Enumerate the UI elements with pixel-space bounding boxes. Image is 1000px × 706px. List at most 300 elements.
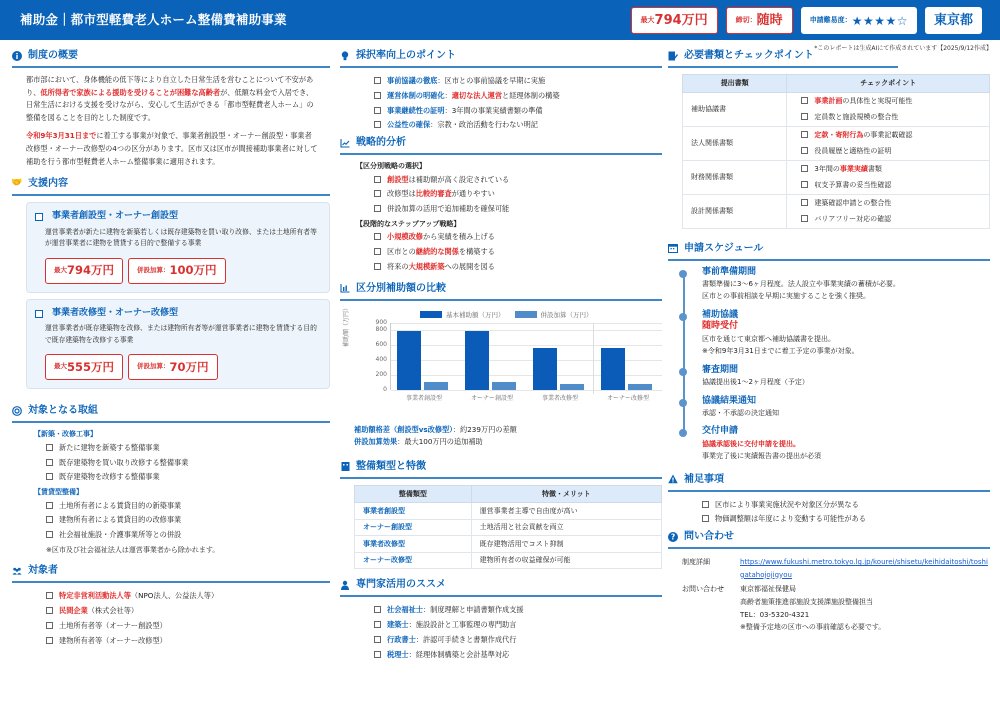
checkbox-icon xyxy=(702,515,709,522)
step-highlight: 随時受付 xyxy=(702,321,739,332)
list-item xyxy=(46,634,330,649)
merit-cell: 運営事業者主導で自由度が高い xyxy=(471,503,661,520)
checkbox-icon xyxy=(46,459,53,466)
y-tick-label: 800 xyxy=(375,326,387,334)
step-title: 協議結果通知 xyxy=(702,395,757,406)
item-text: 区市との xyxy=(387,247,416,257)
target-icon xyxy=(12,406,22,416)
bar-chart-icon xyxy=(340,283,350,293)
checkpoint-cell xyxy=(787,211,990,228)
item-text: は補助額が高く設定されている xyxy=(408,174,510,184)
comparison-bar-chart xyxy=(340,304,662,422)
step-title: 審査期間 xyxy=(702,364,739,375)
highlight-text: 特定非営利活動法人等 xyxy=(59,591,131,601)
document-cell: 設計関係書類 xyxy=(683,194,787,228)
step-text: 事業完了後に実績報告書の提出が必須 xyxy=(702,452,821,461)
item-text: 建築確認申請との整合性 xyxy=(814,198,892,207)
highlight-text: 小規模改修 xyxy=(387,232,423,242)
gridline xyxy=(391,390,662,391)
timeline-step xyxy=(702,426,990,462)
value: 555万円 xyxy=(67,359,115,374)
checkbox-icon xyxy=(374,107,381,114)
overview-paragraph-1 xyxy=(12,74,330,124)
item-text: 収支予算書の妥当性確認 xyxy=(814,181,892,189)
step-text: 区市との事前相談を早期に実施することを強く推奨。 xyxy=(702,292,870,301)
list-item xyxy=(374,118,662,133)
list-item xyxy=(374,633,662,648)
inquiry-line: 東京都福祉保健局 xyxy=(740,585,796,594)
checkbox-icon xyxy=(374,248,381,255)
label: 最大 xyxy=(54,362,67,371)
item-text: の具体性と実現可能性 xyxy=(842,96,913,105)
section-title-text: 整備類型と特徴 xyxy=(356,460,426,472)
step-highlight: 協議承認後に交付申請を提出。 xyxy=(702,440,800,449)
list-item xyxy=(374,618,662,633)
item-text: ： xyxy=(444,90,452,100)
timeline-step xyxy=(702,267,990,303)
item-text: （NPO法人、公益法人等） xyxy=(130,591,219,601)
section-title-text: 支援内容 xyxy=(28,178,68,190)
list-item xyxy=(374,230,662,245)
list-item xyxy=(46,441,330,456)
timeline-line xyxy=(683,275,685,435)
checkbox-icon xyxy=(801,215,808,222)
section-supplement-title xyxy=(668,470,990,492)
column-header: 特徴・メリット xyxy=(471,485,661,503)
highlight-text: 適切な法人運営 xyxy=(451,90,503,100)
users-icon xyxy=(12,566,22,576)
subheading: 【段階的なステップアップ戦略】 xyxy=(356,219,461,228)
column-middle xyxy=(340,40,662,662)
chart-bar xyxy=(628,384,652,389)
difficulty-stars: ★★★★☆ xyxy=(851,13,908,28)
item-text: 既存建築物を改修する整備事業 xyxy=(59,472,160,482)
checkbox-icon xyxy=(374,190,381,197)
inquiry-phone: TEL：03-5320-4321 xyxy=(740,610,810,619)
chart-bar xyxy=(601,348,625,389)
stat-value: ：約239万円の差額 xyxy=(452,424,517,434)
checkbox-icon xyxy=(374,636,381,643)
checkbox-icon xyxy=(374,92,381,99)
chart-bar xyxy=(465,331,489,390)
file-edit-icon xyxy=(668,51,678,61)
checkpoint-cell xyxy=(787,177,990,194)
legend-swatch xyxy=(420,311,442,318)
section-support-title xyxy=(12,174,330,196)
stat-addon xyxy=(340,436,662,449)
strategy-list-1 xyxy=(340,173,662,217)
checkbox-icon xyxy=(46,622,53,629)
item-text: が通りやすい xyxy=(451,189,495,199)
column-header: 整備類型 xyxy=(355,485,472,503)
item-text: の事業記載確認 xyxy=(863,130,913,139)
legend-swatch xyxy=(515,311,537,318)
stat-key: 補助額格差（創設型vs改修型） xyxy=(354,424,453,434)
gridline xyxy=(391,330,662,331)
item-text: 既存建築物を買い取り改修する整備事業 xyxy=(59,457,189,467)
max-amount-badge xyxy=(631,7,718,34)
header-bar xyxy=(0,0,1000,40)
timeline-dot xyxy=(679,368,687,376)
value: 70万円 xyxy=(169,359,209,374)
item-text: 定員数と施設規模の整合性 xyxy=(814,113,899,121)
checkbox-icon xyxy=(46,637,53,644)
points-list xyxy=(340,74,662,133)
handshake-icon: 🤝 xyxy=(11,177,23,188)
document-cell: 補助協議書 xyxy=(683,92,787,126)
text: 都市部において、身体機能の低下等により自立した日常生活を営むことについて不安があり、 xyxy=(26,75,314,97)
item-text: （株式会社等） xyxy=(87,606,139,616)
section-title-text: 対象となる取組 xyxy=(28,405,98,417)
item-text: ：許認可手続きと書類作成代行 xyxy=(415,634,517,644)
column-header: チェックポイント xyxy=(787,75,990,93)
legend-item xyxy=(515,311,593,321)
legend-label: 基本補助額（万円） xyxy=(446,310,505,319)
list-item xyxy=(374,74,662,89)
item-text: ：宗教・政治活動を行わない明記 xyxy=(430,120,538,130)
section-types-title xyxy=(340,457,662,479)
list-item xyxy=(46,589,330,604)
checkpoint-cell xyxy=(787,160,990,177)
checkbox-icon xyxy=(46,531,53,538)
item-text: ：3年間の事業実績書類の準備 xyxy=(444,105,543,115)
strategy-list-2 xyxy=(340,230,662,274)
chart-bar xyxy=(533,348,557,389)
addon-badge xyxy=(128,258,226,284)
item-key: 社会福祉士 xyxy=(387,605,423,615)
checkbox-icon xyxy=(374,233,381,240)
type-cell: オーナー改修型 xyxy=(355,552,472,569)
x-tick-label: 事業者改修型 xyxy=(541,394,578,402)
inquiry-note: ※整備予定地の区市への事前確認も必要です。 xyxy=(740,623,886,632)
highlight-text: 事業計画 xyxy=(814,96,843,105)
section-title-text: 問い合わせ xyxy=(684,531,734,543)
list-item xyxy=(46,528,330,543)
item-text: ：区市との事前協議を早期に実施 xyxy=(437,76,546,85)
checkbox-icon xyxy=(374,621,381,628)
max-amount-badge xyxy=(45,258,123,284)
lightbulb-icon xyxy=(340,51,350,61)
value: 794万円 xyxy=(67,263,115,278)
item-text: 改修型は xyxy=(387,189,416,199)
table-row xyxy=(683,160,990,177)
text: が、低額な料金で入居でき、日常生活における支援を受けながら、安心して生活ができる「都市型軽費老人ホーム」の整備を図ることを目的とした制度です。 xyxy=(26,87,314,122)
column-left xyxy=(12,40,330,649)
checkbox-icon xyxy=(801,131,808,138)
chart-bar xyxy=(424,382,448,389)
checkpoint-cell xyxy=(787,92,990,109)
region-badge xyxy=(925,7,982,34)
checkbox-icon xyxy=(46,592,53,599)
document-cell: 財務関係書類 xyxy=(683,160,787,194)
checkbox-icon xyxy=(702,501,709,508)
checkbox-icon xyxy=(374,121,381,128)
label: 併設加算： xyxy=(137,362,170,371)
detail-link[interactable]: https://www.fukushi.metro.tokyo.lg.jp/kourei/shisetu/keihidaitoshi/toshigatahojojigyou xyxy=(740,558,988,579)
section-schedule-title xyxy=(668,239,990,261)
difficulty-label: 申請難易度： xyxy=(809,16,852,25)
item-text: 建物所有者等（オーナー改修型） xyxy=(59,635,167,645)
section-experts-title xyxy=(340,575,662,597)
item-text: 役員履歴と適格性の証明 xyxy=(814,147,892,155)
checkbox-icon xyxy=(801,199,808,206)
document-cell: 法人関係書類 xyxy=(683,126,787,160)
checkbox-icon xyxy=(374,651,381,658)
checkpoint-cell xyxy=(787,194,990,211)
section-title-text: 制度の概要 xyxy=(28,50,78,61)
timeline-step xyxy=(702,365,990,389)
list-item xyxy=(46,499,330,514)
user-tie-icon xyxy=(340,580,350,590)
item-text: ：施設設計と工事監理の専門助言 xyxy=(408,620,517,630)
table-row xyxy=(355,519,662,536)
timeline-dot xyxy=(679,270,687,278)
section-documents-title xyxy=(668,46,898,68)
item-text: への展開を図る xyxy=(444,261,495,271)
column-header: 提出書類 xyxy=(683,75,787,93)
chart-separator xyxy=(593,323,594,394)
section-title-text: 必要書類とチェックポイント xyxy=(684,50,814,61)
table-row xyxy=(683,194,990,211)
item-text: 物価調整額は年度により変動する可能性がある xyxy=(715,514,866,524)
highlight-text: 大規模新築 xyxy=(408,261,445,271)
merit-cell: 土地活用と社会貢献を両立 xyxy=(471,519,661,536)
item-text: ：経理体制構築と会計基準対応 xyxy=(408,649,510,659)
section-title-text: 申請スケジュール xyxy=(684,242,764,254)
page-title: 補助金｜都市型軽費老人ホーム整備費補助事業 xyxy=(20,11,287,27)
x-tick-label: オーナー創設型 xyxy=(470,394,513,402)
experts-list xyxy=(340,603,662,662)
addon-badge xyxy=(128,354,218,380)
checkbox-icon xyxy=(374,263,381,270)
item-text: バリアフリー対応の確認 xyxy=(814,215,892,223)
item-key: 事前協議の徹底 xyxy=(387,76,438,85)
gridline xyxy=(391,323,662,324)
section-targets-title xyxy=(12,401,330,423)
item-text: 社会福祉施設・介護事業所等との併設 xyxy=(59,530,182,540)
y-tick-label: 900 xyxy=(375,318,387,326)
card-description: 運営事業者が新たに建物を新築若しくは既存建築物を買い取り改修、または土地所有者等が運営事業者に建物を賃貸する目的で整備する事業 xyxy=(45,227,317,248)
list-item xyxy=(374,245,662,260)
building-icon xyxy=(340,461,350,471)
y-tick-label: 0 xyxy=(383,385,387,393)
checkbox-icon xyxy=(374,176,381,183)
item-key: 事業継続性の証明 xyxy=(387,105,445,115)
step-text: 承認・不承認の決定通知 xyxy=(702,409,779,418)
section-title-text: 対象者 xyxy=(28,565,58,577)
checkbox-icon xyxy=(801,165,808,172)
table-row xyxy=(683,126,990,143)
subheading: 【新築・改修工事】 xyxy=(34,430,97,439)
item-text: 区市により事業実施状況や対象区分が異なる xyxy=(715,499,859,509)
inquiry-line: 高齢者施策推進部施設支援課施設整備担当 xyxy=(740,597,873,606)
legend-item xyxy=(420,311,505,321)
checkbox-icon xyxy=(46,444,53,451)
subheading: 【賃貸型整備】 xyxy=(34,488,83,497)
list-item xyxy=(46,513,330,528)
section-strategy-title xyxy=(340,133,662,155)
highlight-text: 民間企業 xyxy=(59,606,88,616)
type-cell: 事業者創設型 xyxy=(355,503,472,520)
highlight-text: 事業実績 xyxy=(839,164,868,173)
type-cell: オーナー創設型 xyxy=(355,519,472,536)
card-title: 事業者創設型・オーナー創設型 xyxy=(52,211,179,222)
section-contact-title xyxy=(668,527,990,549)
step-title: 事前準備期間 xyxy=(702,266,757,277)
question-circle-icon xyxy=(668,532,678,542)
chart-plot-area xyxy=(375,318,662,393)
timeline-step xyxy=(702,396,990,420)
line-chart-icon xyxy=(340,138,350,148)
table-row xyxy=(683,92,990,109)
stat-key: 併設加算効果 xyxy=(354,437,398,447)
y-tick-label: 200 xyxy=(375,370,387,378)
checkbox-icon xyxy=(374,606,381,613)
type-cell: 事業者改修型 xyxy=(355,536,472,553)
table-row xyxy=(355,503,662,520)
step-text: 書類準備に3〜6ヶ月程度。法人設立や事業実績の蓄積が必要。 xyxy=(702,280,900,289)
timeline-dot xyxy=(679,429,687,437)
y-tick-label: 600 xyxy=(375,340,387,348)
checkpoint-cell xyxy=(787,126,990,143)
section-title-text: 専門家活用のススメ xyxy=(356,579,446,591)
gridline xyxy=(391,345,662,346)
item-key: 税理士 xyxy=(387,649,409,659)
timeline-dot xyxy=(679,399,687,407)
item-text: 書類 xyxy=(867,164,882,173)
support-card-new xyxy=(26,202,330,293)
item-text: を構築する xyxy=(458,247,495,257)
info-circle-icon xyxy=(12,51,22,61)
schedule-timeline xyxy=(678,267,990,463)
contact-table xyxy=(682,555,990,635)
item-text: 土地所有者による賃貸目的の新築事業 xyxy=(59,500,182,510)
list-item xyxy=(702,512,990,527)
item-key: 建築士 xyxy=(387,620,409,630)
svg-text:?: ? xyxy=(670,532,676,542)
inquiry-label: お問い合わせ xyxy=(682,585,724,594)
table-row xyxy=(355,536,662,553)
list-item xyxy=(702,498,990,513)
item-text: 建物所有者による賃貸目的の改修事業 xyxy=(59,515,182,525)
highlight-text: 比較的審査 xyxy=(415,189,452,199)
list-item xyxy=(46,604,330,619)
item-text: 将来の xyxy=(387,261,409,271)
checkbox-icon xyxy=(374,205,381,212)
difficulty-badge xyxy=(801,7,917,34)
item-text: 併設加算の活用で追加補助を確保可能 xyxy=(387,204,510,214)
list-item xyxy=(374,260,662,275)
card-title: 事業者改修型・オーナー改修型 xyxy=(52,307,179,318)
item-text: 3年間の xyxy=(814,164,840,173)
section-title-text: 採択率向上のポイント xyxy=(356,50,456,61)
list-item xyxy=(374,603,662,618)
list-item xyxy=(46,619,330,634)
item-text: ：制度理解と申請書類作成支援 xyxy=(422,605,524,615)
card-description: 運営事業者が既存建築物を改修、または建物所有者等が運営事業者に建物を賃貸する目的で既存建築物を改修する事業 xyxy=(45,324,317,344)
x-tick-label: オーナー改修型 xyxy=(606,394,649,402)
list-item xyxy=(46,456,330,471)
column-right xyxy=(668,40,990,635)
documents-table xyxy=(682,74,990,229)
section-title-text: 戦略的分析 xyxy=(356,137,406,149)
label: 最大 xyxy=(54,265,67,274)
max-amount-badge xyxy=(45,354,123,380)
step-text: ※令和9年3月31日までに着工予定の事業が対象。 xyxy=(702,347,859,356)
label: 併設加算： xyxy=(137,265,170,274)
checkpoint-cell xyxy=(787,109,990,126)
checkbox-icon xyxy=(801,181,808,188)
highlight-text: 低所得者で家族による援助を受けることが困難な高齢者 xyxy=(40,87,221,97)
text: に着工する事業が対象で、事業者創設型・オーナー創設型・事業者改修型・オーナー改修型の4つの区分があります。区市又は区市が間接補助事業者に対して補助を行う都市型軽費老人ホーム整備事業に適用されます。 xyxy=(26,131,318,166)
section-eligible-title xyxy=(12,561,330,583)
section-title-text: 補足事項 xyxy=(684,473,724,485)
item-key: 運営体制の明確化 xyxy=(387,90,445,100)
checkbox-icon xyxy=(46,607,53,614)
item-text: と経理体制の構築 xyxy=(502,90,560,100)
x-tick-label: 事業者創設型 xyxy=(405,394,442,402)
checkbox-icon xyxy=(46,473,53,480)
targets-list-1 xyxy=(12,441,330,485)
item-key: 行政書士 xyxy=(387,634,416,644)
item-text: 新たに建物を新築する整備事業 xyxy=(59,442,160,452)
section-title-text: 区分別補助額の比較 xyxy=(356,282,446,294)
list-item xyxy=(46,470,330,485)
merit-cell: 建物所有者の収益確保が可能 xyxy=(471,552,661,569)
highlight-text: 定款・寄附行為 xyxy=(814,130,864,139)
checkbox-icon xyxy=(35,213,43,221)
step-text: 区市を通じて東京都へ補助協議書を提出。 xyxy=(702,335,835,344)
stat-difference xyxy=(340,424,662,437)
warning-icon xyxy=(668,474,678,484)
step-title: 補助協議 xyxy=(702,309,739,320)
eligible-list xyxy=(12,589,330,648)
timeline-step xyxy=(702,310,990,358)
overview-paragraph-2 xyxy=(12,130,330,168)
chart-bar xyxy=(560,384,584,389)
ai-generated-note: *このレポートは生成AIにて作成されています【2025/9/12作成】 xyxy=(814,45,992,52)
step-title: 交付申請 xyxy=(702,426,739,437)
legend-label: 併設加算（万円） xyxy=(540,310,593,319)
header-badges xyxy=(631,7,982,34)
calendar-icon xyxy=(668,243,678,253)
types-table xyxy=(354,485,662,570)
list-item xyxy=(374,104,662,119)
deadline-value: 随時 xyxy=(756,12,783,28)
targets-list-2 xyxy=(12,499,330,543)
section-comparison-title xyxy=(340,279,662,301)
list-item xyxy=(374,202,662,217)
section-points-title xyxy=(340,46,662,68)
list-item xyxy=(374,173,662,188)
highlight-text: 創設型 xyxy=(387,174,409,184)
region-value: 東京都 xyxy=(933,12,973,28)
checkbox-icon xyxy=(801,147,808,154)
merit-cell: 既存建物活用でコスト抑制 xyxy=(471,536,661,553)
y-axis-label: 補助額（万円） xyxy=(343,304,350,347)
list-item xyxy=(374,648,662,663)
table-row xyxy=(355,552,662,569)
value: 100万円 xyxy=(169,263,217,278)
list-item xyxy=(374,89,662,104)
item-text: から実績を積み上げる xyxy=(422,232,495,242)
checkbox-icon xyxy=(46,502,53,509)
chart-bar xyxy=(397,331,421,390)
checkbox-icon xyxy=(801,97,808,104)
checkbox-icon xyxy=(801,113,808,120)
max-amount-value: 794万円 xyxy=(654,12,708,28)
checkbox-icon xyxy=(374,77,381,84)
